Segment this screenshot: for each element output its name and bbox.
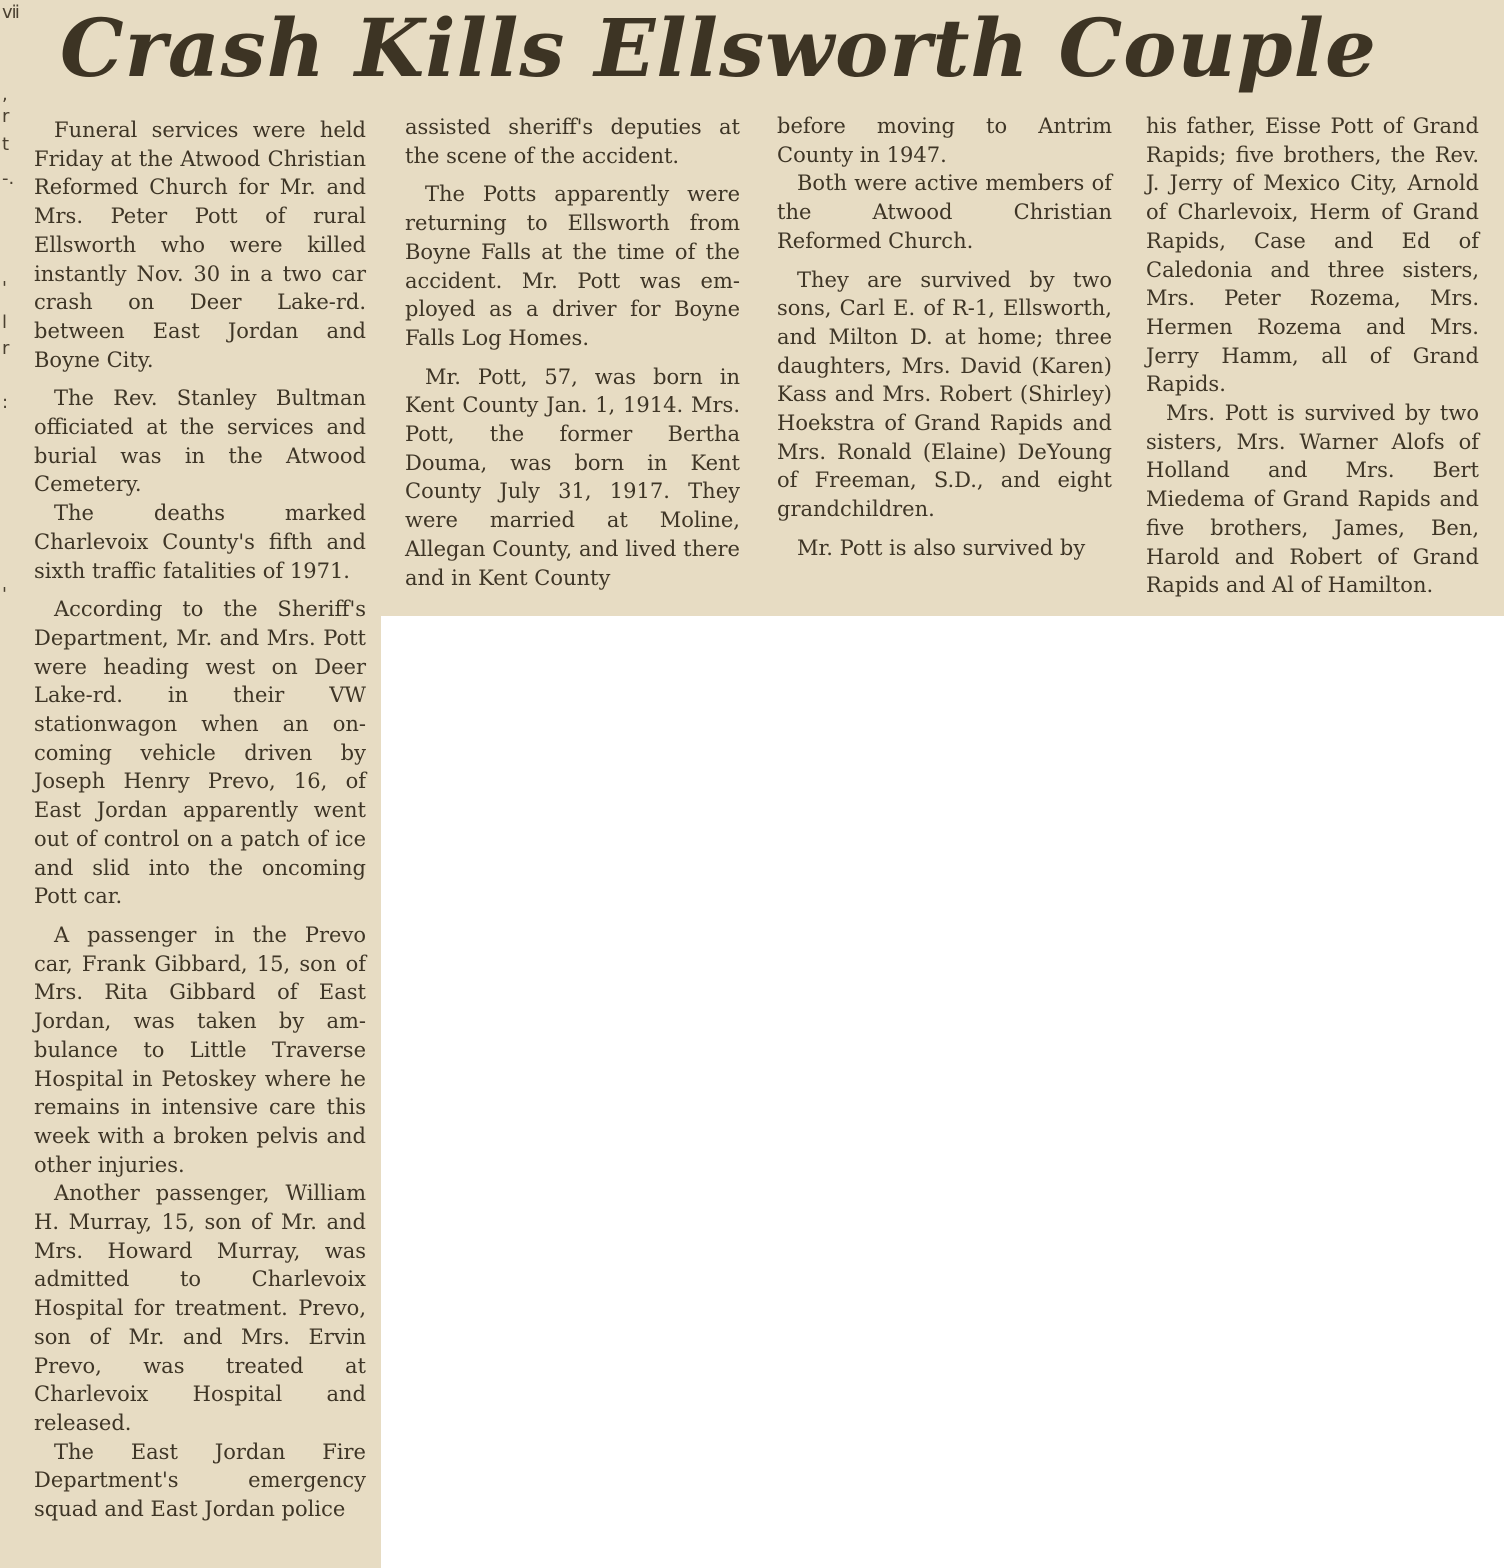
paragraph: Mr. Pott, 57, was born in Kent County Jan. 1, 1914. Mrs. Pott, the former Bertha Douma, was born in Kent County July 31, 1917. They were married at Moline, Allegan County, and lived there and in Kent County (405, 364, 740, 590)
paragraph: According to the Sheriff's Department, Mr. and Mrs. Pott were heading west on Deer Lake-rd. in their VW stationwagon when an on-coming vehicle driven by Joseph Henry Prevo, 16, of East Jordan apparently went out of control on a patch of ice and slid into the oncoming Pott car. (34, 597, 366, 909)
paragraph: Both were active members of the Atwood Christian Reformed Church. (777, 171, 1112, 253)
paragraph: assisted sheriff's deputies at the scene of the accident. (405, 115, 740, 168)
column-4 (1146, 112, 1479, 610)
paragraph: Funeral services were held Friday at the Atwood Christian Reformed Church for Mr. and Mrs. Peter Pott of rural Ellsworth who were killed instantly Nov. 30 in a two car crash on Deer Lake-rd. between East Jordan and Boyne City. (34, 118, 366, 372)
column-1 (34, 116, 366, 1524)
fragment: t (2, 134, 10, 155)
paragraph: A passenger in the Prevo car, Frank Gibbard, 15, son of Mrs. Rita Gibbard of East Jordan, was taken by am-bulance to Little Traverse Hospital in Petoskey where he remains in intensive care this week with a broken pelvis and other injuries. (34, 922, 366, 1177)
paragraph: The Potts apparently were returning to Ellsworth from Boyne Falls at the time of the accident. Mr. Pott was em-ployed as a driver for Boyne Falls Log Homes. (405, 182, 740, 350)
fragment: -. (2, 168, 15, 189)
paragraph: They are survived by two sons, Carl E. of R-1, Ellsworth, and Milton D. at home; three daughters, Mrs. David (Karen) Kass and Mrs. Robert (Shirley) Hoekstra of Grand Rapids and Mrs. Ronald (Elaine) DeYoung of Freeman, S.D., and eight grandchildren. (777, 267, 1112, 522)
fragment: l (2, 312, 8, 333)
fragment: r (2, 106, 10, 127)
fragment: : (2, 392, 9, 413)
fragment: r (2, 338, 10, 359)
fragment: ⅶ (2, 2, 20, 23)
paragraph: The Rev. Stanley Bultman officiated at the services and burial was in the Atwood Cemetery. (34, 386, 366, 497)
column-3 (777, 112, 1112, 573)
paragraph: The East Jordan Fire Department's emergency squad and East Jordan police (34, 1439, 366, 1522)
paragraph: his father, Eisse Pott of Grand Rapids; five brothers, the Rev. J. Jerry of Mexico City, Arnold of Charlevoix, Herm of Grand Rapids, Case and Ed of Caledonia and three sisters, Mrs. Peter Rozema, Mrs. Hermen Rozema and Mrs. Jerry Hamm, all of Grand Rapids. (1146, 114, 1479, 397)
column-2 (405, 113, 740, 602)
adjacent-column-fragments (0, 2, 20, 620)
paragraph: Mr. Pott is also survived by (797, 535, 1086, 560)
fragment: , (2, 84, 8, 105)
paragraph: The deaths marked Charlevoix County's fifth and sixth traffic fatalities of 1971. (34, 501, 366, 583)
headline: Crash Kills Ellsworth Couple (60, 1, 1377, 95)
paragraph: Mrs. Pott is survived by two sisters, Mrs. Warner Alofs of Holland and Mrs. Bert Miedema of Grand Rapids and five brothers, James, Ben, Harold and Robert of Grand Rapids and Al of Hamilton. (1146, 401, 1479, 598)
paragraph: Another passenger, William H. Murray, 15, son of Mr. and Mrs. Howard Murray, was admitted to Charlevoix Hospital for treatment. Prevo, son of Mr. and Mrs. Ervin Prevo, was treated at Charlevoix Hospital and released. (34, 1181, 366, 1435)
fragment: ' (2, 278, 7, 299)
fragment: ' (2, 584, 7, 605)
paragraph: before moving to Antrim County in 1947. (777, 114, 1112, 167)
